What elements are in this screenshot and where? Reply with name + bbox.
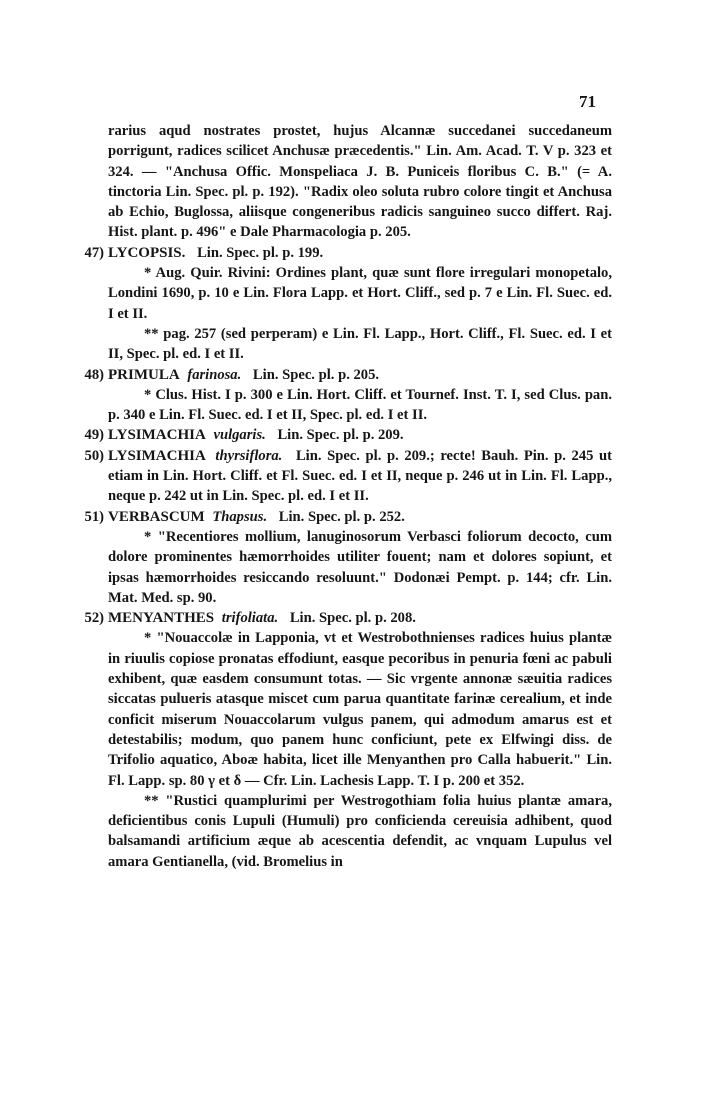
entry-heading <box>64 365 612 385</box>
entry-species: thyrsiflora. <box>215 447 283 464</box>
entry-species: vulgaris. <box>213 427 266 444</box>
entry-species: trifoliata. <box>221 610 279 627</box>
entry-number: 48) <box>84 366 104 383</box>
entry-49 <box>64 425 612 445</box>
page-text <box>64 121 612 872</box>
entry-reference: Lin. Spec. pl. p. 199. <box>197 244 324 261</box>
page-number: 71 <box>579 92 596 111</box>
entry-heading <box>64 425 612 445</box>
entry-heading <box>64 507 612 527</box>
entry-number: 50) <box>84 447 104 464</box>
entry-genus: LYSIMACHIA <box>108 427 206 444</box>
entry-47 <box>64 243 612 365</box>
entry-reference: Lin. Spec. pl. p. 205. <box>252 366 380 383</box>
entry-genus: MENYANTHES <box>108 610 215 627</box>
entry-genus: LYCOPSIS. <box>108 244 186 261</box>
entry-note: * Aug. Quir. Rivini: Ordines plant, quæ sunt flore irregulari monopetalo, Londini 1690, p. 10 e Lin. Flora Lapp. et Hort. Cliff., sed p. 7 e Lin. Fl. Suec. ed. I et II. <box>108 265 612 322</box>
entry-number: 47) <box>84 244 104 261</box>
entry-reference: Lin. Spec. pl. p. 252. <box>278 508 405 525</box>
entry-note: ** "Rustici quamplurimi per Westrogothiam folia huius plantæ amara, deficientibus conis Lupuli (Humuli) pro conficienda cereuisia adhibent, quod balsamandi artificium æque ab acescentia defendit, ac vnquam Lupulus vel amara Gentianella, (vid. Bromelius in <box>108 792 612 870</box>
entry-reference: Lin. Spec. pl. p. 208. <box>289 610 416 627</box>
entry-species: farinosa. <box>187 366 242 383</box>
entry-heading <box>64 608 612 628</box>
entry-48 <box>64 365 612 426</box>
entry-note: ** pag. 257 (sed perperam) e Lin. Fl. Lapp., Hort. Cliff., Fl. Suec. ed. I et II, Spec. pl. ed. I et II. <box>108 325 612 363</box>
entry-genus: PRIMULA <box>108 366 180 383</box>
entry-genus: VERBASCUM <box>108 508 205 525</box>
entry-number: 49) <box>84 427 104 444</box>
continuation-paragraph: rarius aqud nostrates prostet, hujus Alcannæ succedanei succedaneum porrigunt, radices scilicet Anchusæ præcedentis." Lin. Am. Acad. T. V p. 323 et 324. — "Anchusa Offic. Monspeliaca J. B. Puniceis floribus C. B." (= A. tinctoria Lin. Spec. pl. p. 192). "Radix oleo soluta rubro colore tingit et Anchusa ab Echio, Buglossa, aliisque congeneribus radicis sanguineo succo differt. Raj. Hist. plant. p. 496" e Dale Pharmacologia p. 205. <box>108 123 612 241</box>
entry-heading <box>64 243 612 263</box>
entry-52 <box>64 608 612 872</box>
entry-note: * Clus. Hist. I p. 300 e Lin. Hort. Cliff. et Tournef. Inst. T. I, sed Clus. pan. p. 340 e Lin. Fl. Suec. ed. I et II, Spec. pl. ed. I et II. <box>108 386 612 424</box>
entry-note: * "Nouaccolæ in Lapponia, vt et Westrobothnienses radices huius plantæ in riuulis copiose pronatas effodiunt, easque pecoribus in penuria fœni ac pabuli exhibent, quæ easdem consumunt totas. — Sic vrgente annonæ sæuitia radices siccatas pulueris atasque miscet cum parua quantitate farinæ cerealium, et inde conficit miserum Nouaccolarum vulgus panem, qui admodum amarus est et detestabilis; modum, quo panem hunc conficiunt, pete ex Elfwingi diss. de Trifolio aquatico, Aboæ habita, licet ille Menyanthen pro Calla habuerit." Lin. Fl. Lapp. sp. 80 γ et δ — Cfr. Lin. Lachesis Lapp. T. I p. 200 et 352. <box>108 630 612 789</box>
entry-50 <box>64 446 612 507</box>
entry-genus: LYSIMACHIA <box>108 447 206 464</box>
entry-note: * "Recentiores mollium, lanuginosorum Verbasci foliorum decocto, cum dolore prominentes hæmorrhoides utiliter fouent; nam et dolores sopiunt, et ipsas hæmorrhoides resiccando resoluunt." Dodonæi Pempt. p. 144; cfr. Lin. Mat. Med. sp. 90. <box>108 528 612 606</box>
entry-heading <box>64 446 612 507</box>
entry-number: 52) <box>84 610 104 627</box>
entry-51 <box>64 507 612 608</box>
entry-reference: Lin. Spec. pl. p. 209.; recte! Bauh. Pin. p. 245 ut etiam in Lin. Hort. Cliff. et Fl. Suec. ed. I et II, neque p. 246 ut in Lin. Fl. Lapp., neque p. 242 ut in Lin. Spec. pl. ed. I et II. <box>108 447 612 505</box>
entry-reference: Lin. Spec. pl. p. 209. <box>277 427 404 444</box>
entry-number: 51) <box>84 508 104 525</box>
entry-species: Thapsus. <box>212 508 268 525</box>
